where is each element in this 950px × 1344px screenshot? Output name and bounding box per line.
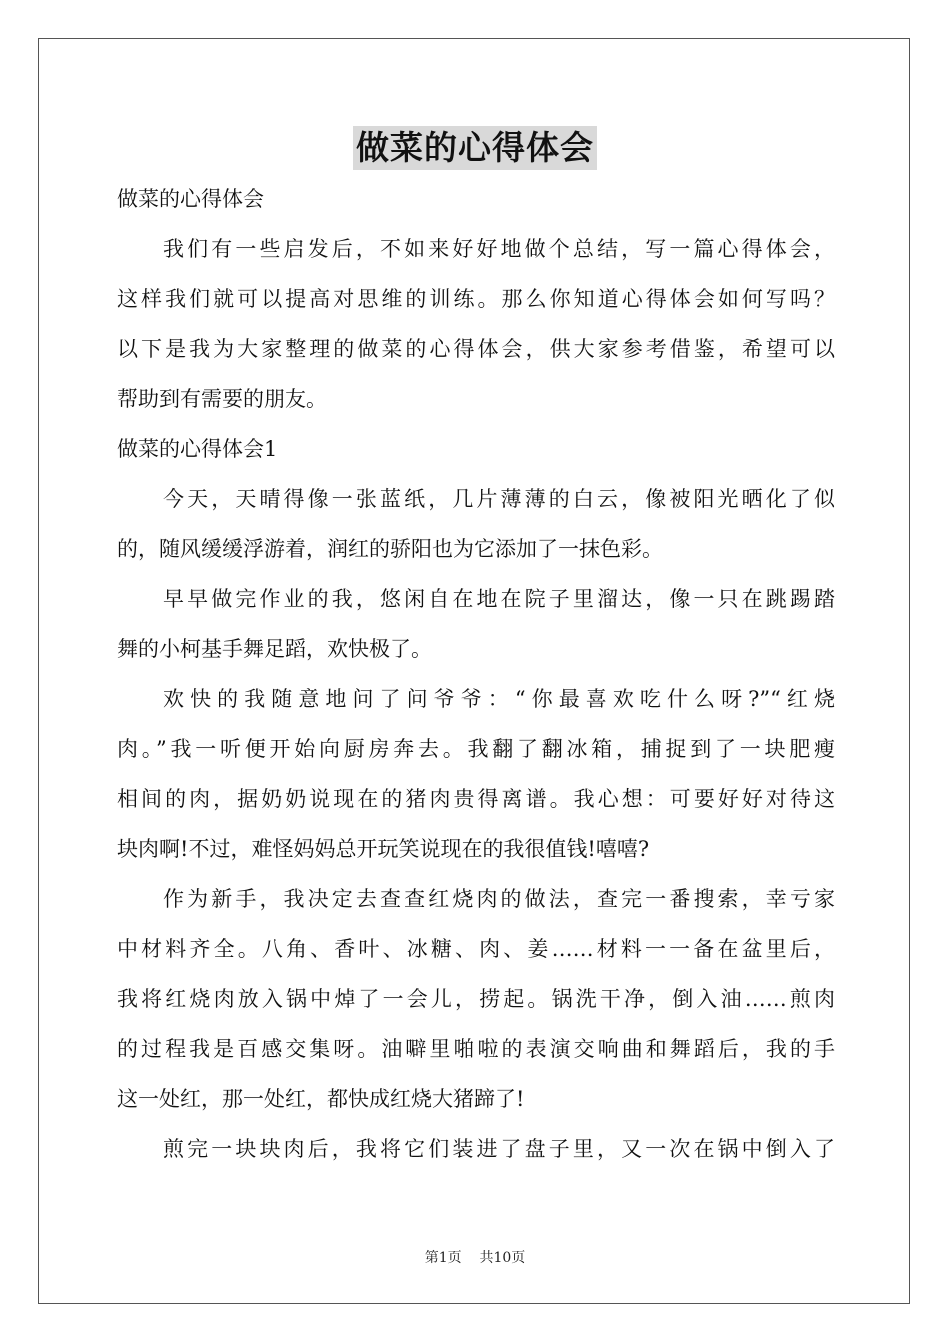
paragraph-line: 中材料齐全。八角、香叶、冰糖、肉、姜……材料一一备在盆里后， <box>117 937 835 961</box>
paragraph-line: 煎完一块块肉后，我将它们装进了盘子里，又一次在锅中倒入了 <box>163 1137 835 1161</box>
page-footer <box>0 1248 950 1268</box>
section-heading: 做菜的心得体会1 <box>117 437 278 461</box>
paragraph-line: 舞的小柯基手舞足蹈，欢快极了。 <box>117 637 432 661</box>
document-body <box>117 174 835 1174</box>
paragraph-line: 这一处红，那一处红，都快成红烧大猪蹄了! <box>117 1087 525 1111</box>
paragraph-line: 的过程我是百感交集呀。油噼里啪啦的表演交响曲和舞蹈后，我的手 <box>117 1037 835 1061</box>
paragraph-line: 我将红烧肉放入锅中焯了一会儿，捞起。锅洗干净，倒入油……煎肉 <box>117 987 835 1011</box>
title-container <box>0 126 950 170</box>
paragraph-line: 的，随风缓缓浮游着，润红的骄阳也为它添加了一抹色彩。 <box>117 537 663 561</box>
document-title: 做菜的心得体会 <box>353 126 597 170</box>
paragraph-line: 早早做完作业的我，悠闲自在地在院子里溜达，像一只在跳踢踏 <box>163 587 835 611</box>
paragraph-line: 作为新手，我决定去查查红烧肉的做法，查完一番搜索，幸亏家 <box>163 887 835 911</box>
paragraph-line: 这样我们就可以提高对思维的训练。那么你知道心得体会如何写吗？ <box>117 287 835 311</box>
paragraph-line: 肉。”我一听便开始向厨房奔去。我翻了翻冰箱，捕捉到了一块肥瘦 <box>117 737 835 761</box>
page-number: 第1页 <box>424 1250 462 1266</box>
paragraph-line: 欢快的我随意地问了问爷爷：“你最喜欢吃什么呀?”“红烧 <box>163 687 835 711</box>
paragraph-line: 以下是我为大家整理的做菜的心得体会，供大家参考借鉴，希望可以 <box>117 337 835 361</box>
page-total: 共10页 <box>479 1250 526 1266</box>
paragraph-line: 我们有一些启发后，不如来好好地做个总结，写一篇心得体会， <box>163 237 835 261</box>
paragraph-line: 今天，天晴得像一张蓝纸，几片薄薄的白云，像被阳光晒化了似 <box>163 487 835 511</box>
section-heading: 做菜的心得体会 <box>117 187 264 211</box>
paragraph-line: 相间的肉，据奶奶说现在的猪肉贵得离谱。我心想：可要好好对待这 <box>117 787 835 811</box>
paragraph-line: 帮助到有需要的朋友。 <box>117 387 327 411</box>
paragraph-line: 块肉啊!不过，难怪妈妈总开玩笑说现在的我很值钱!嘻嘻? <box>117 837 650 861</box>
